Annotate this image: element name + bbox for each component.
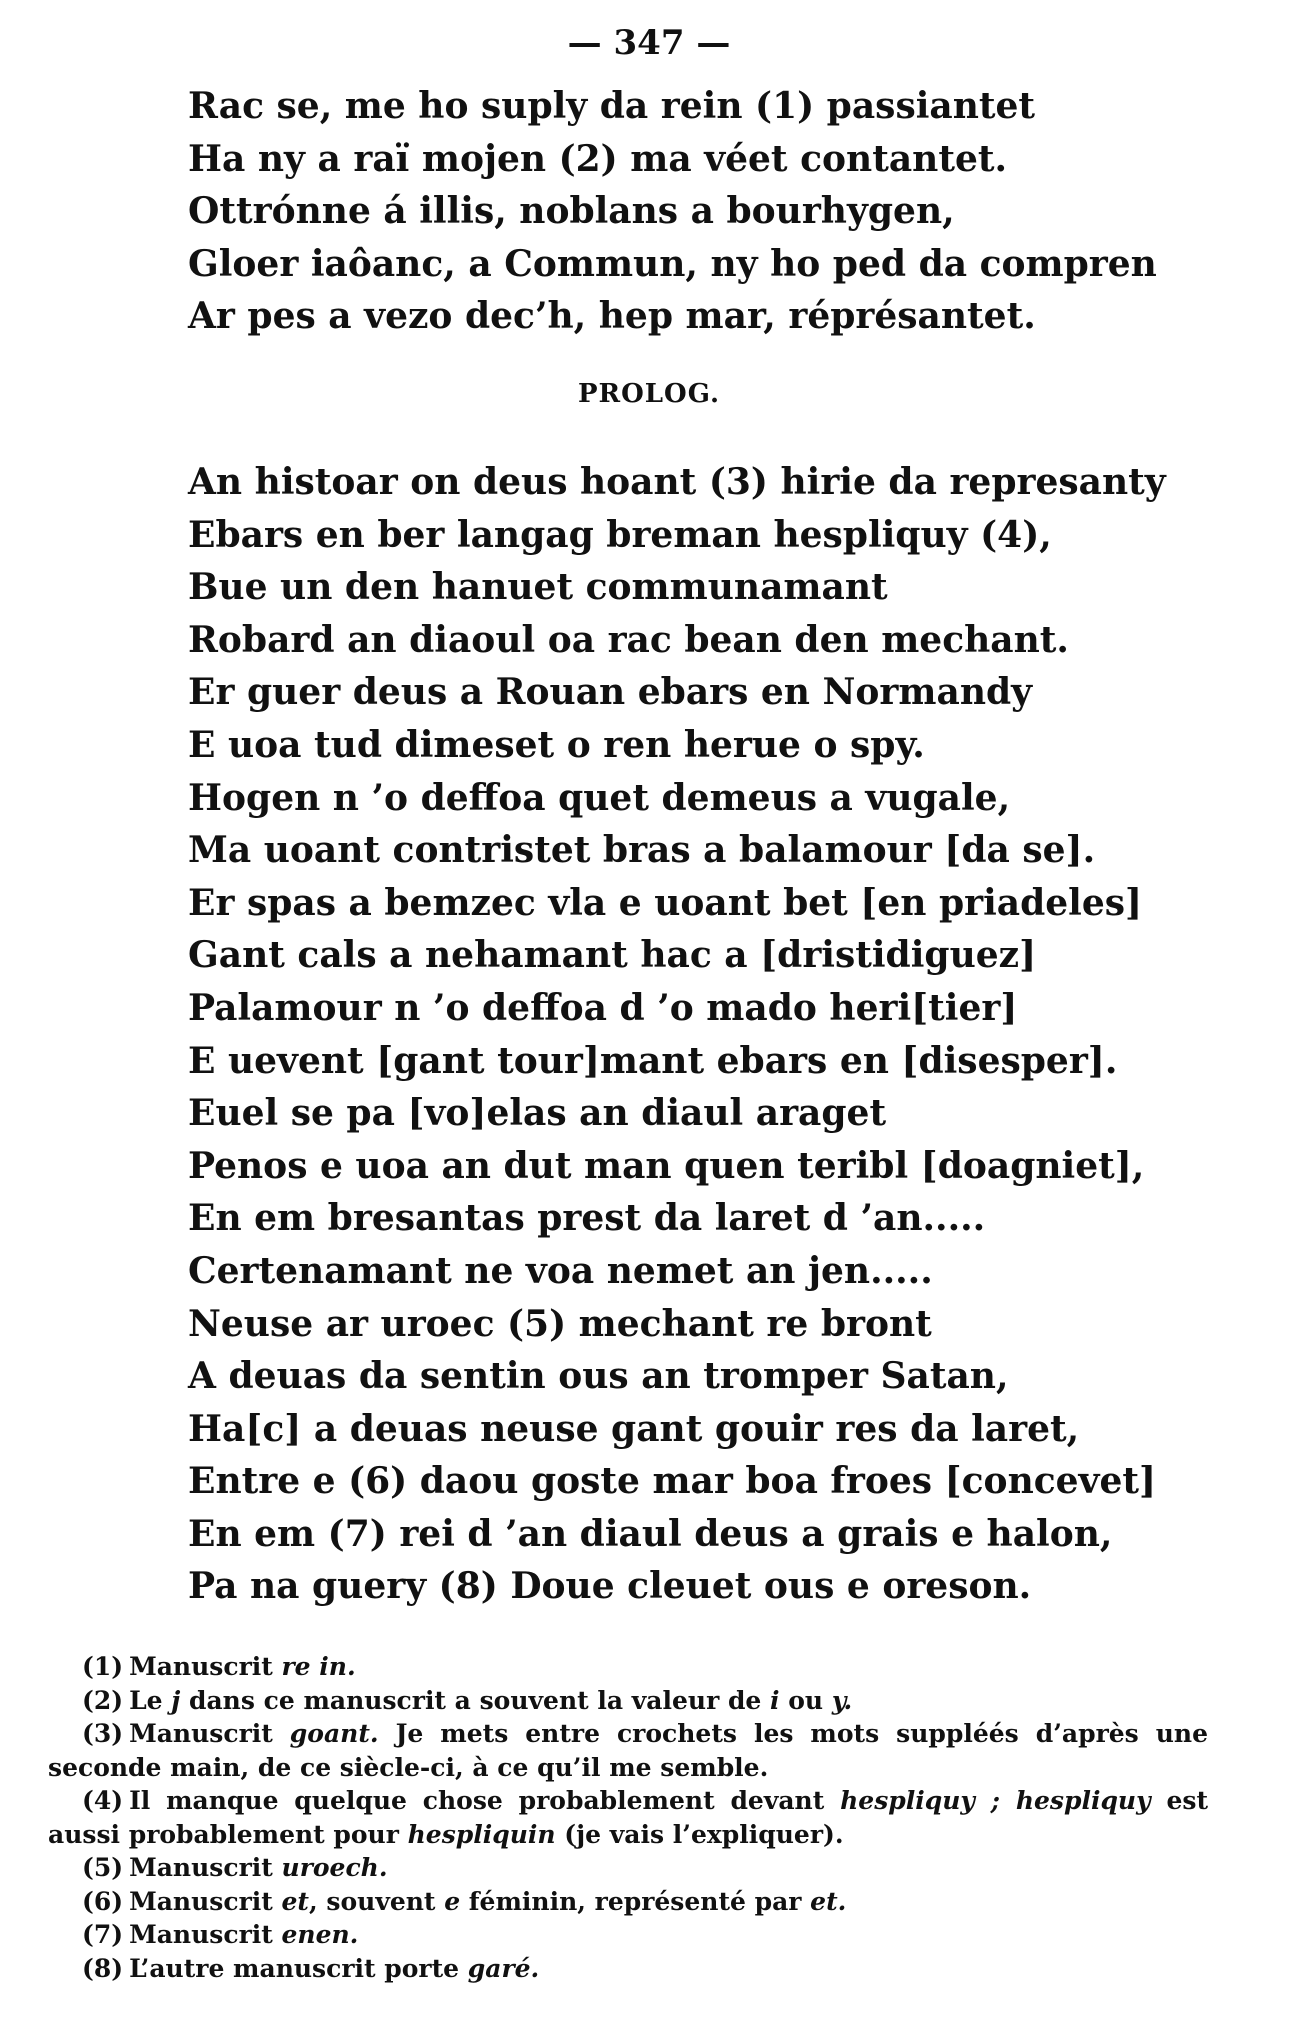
verse-line: Bue un den hanuet communamant — [188, 566, 888, 609]
footnote-text: est aussi probablement pour — [48, 1786, 1208, 1849]
verse-line: Palamour n ’o deffoa d ’o mado heri[tier] — [188, 986, 1018, 1029]
footnote-text: hespliquin — [407, 1819, 556, 1849]
footnote-text: j — [171, 1685, 181, 1715]
footnote-text: Je mets entre crochets les mots suppléés d’après une seconde main, de ce siècle-ci, à ce qu’il me semble. — [48, 1719, 1208, 1782]
footnote — [48, 1650, 1208, 1684]
footnote-text: Manuscrit — [129, 1652, 282, 1681]
verse-line: Rac se, me ho suply da rein (1) passiantet — [188, 85, 1036, 127]
footnotes — [48, 1650, 1208, 1985]
footnote-text: Manuscrit — [129, 1920, 282, 1949]
footnote-mark: (2) — [82, 1685, 124, 1715]
footnote-text: enen. — [281, 1920, 359, 1949]
footnote-text: L’autre manuscrit porte — [129, 1953, 468, 1983]
verse-line: Er guer deus a Rouan ebars en Normandy — [188, 671, 1033, 714]
footnote-mark: (5) — [82, 1853, 124, 1882]
verse-line: Gloer iaôanc, a Commun, ny ho ped da compren — [188, 242, 1157, 285]
footnote — [48, 1684, 1208, 1718]
verse-line: Certenamant ne voa nemet an jen..... — [188, 1249, 933, 1292]
footnote-mark: (4) — [82, 1786, 124, 1815]
verse-line: Penos e uoa an dut man quen teribl [doagniet], — [188, 1144, 1145, 1187]
footnote-text: féminin, représenté par — [460, 1886, 811, 1916]
footnote-text: uroech. — [281, 1853, 388, 1882]
footnote-mark: (1) — [82, 1652, 124, 1681]
footnote-mark: (8) — [82, 1953, 124, 1983]
footnote — [48, 1851, 1208, 1885]
verse-line: An histoar on deus hoant (3) hirie da represanty — [188, 461, 1166, 503]
footnote-text: garé. — [467, 1953, 540, 1983]
section-heading: PROLOG. — [577, 379, 721, 409]
verse-line: Pa na guery (8) Doue cleuet ous e oreson. — [188, 1565, 1032, 1608]
verse-line: Neuse ar uroec (5) mechant re bront — [188, 1302, 932, 1345]
footnote — [48, 1918, 1208, 1952]
footnote-text: Il manque quelque chose probablement devant — [129, 1786, 841, 1815]
footnote-text: y. — [831, 1685, 853, 1715]
verse-line: Er spas a bemzec vla e uoant bet [en priadeles] — [188, 881, 1143, 924]
footnote-text: Le — [129, 1685, 172, 1715]
footnote-text: e — [444, 1886, 461, 1916]
page-number: — 347 — — [567, 23, 731, 63]
prolog-verses — [188, 456, 1188, 1613]
footnote — [48, 1885, 1208, 1919]
footnote-text: re in. — [281, 1652, 356, 1681]
verse-line: Robard an diaoul oa rac bean den mechant. — [188, 618, 1069, 661]
footnote-text: et. — [810, 1886, 847, 1916]
verse-line: Gant cals a nehamant hac a [dristidiguez] — [188, 934, 1037, 977]
footnote — [48, 1952, 1208, 1986]
footnote-mark: (7) — [82, 1920, 124, 1949]
verse-line: En em bresantas prest da laret d ’an..... — [188, 1197, 986, 1240]
footnote-text: ou — [779, 1685, 832, 1715]
verse-line: A deuas da sentin ous an tromper Satan, — [188, 1355, 1009, 1398]
verse-line: Ar pes a vezo dec’h, hep mar, réprésantet. — [188, 295, 1036, 338]
verse-line: E uoa tud dimeset o ren herue o spy. — [188, 723, 925, 766]
verse-line: Ha[c] a deuas neuse gant gouir res da laret, — [188, 1407, 1080, 1450]
verse-line: E uevent [gant tour]mant ebars en [disesper]. — [188, 1039, 1118, 1082]
verse-line: Hogen n ’o deffoa quet demeus a vugale, — [188, 776, 1011, 819]
verse-line: Ebars en ber langag breman hespliquy (4), — [188, 513, 1052, 556]
footnote-text: Manuscrit — [129, 1886, 282, 1916]
footnote-text: et — [281, 1886, 309, 1916]
verse-line: Entre e (6) daou goste mar boa froes [concevet] — [188, 1460, 1157, 1503]
verse-line: Ma uoant contristet bras a balamour [da se]. — [188, 829, 1096, 872]
footnote-text: dans ce manuscrit a souvent la valeur de — [180, 1685, 771, 1715]
footnote — [48, 1717, 1208, 1784]
footnote-text: Manuscrit — [129, 1853, 282, 1882]
footnote-mark: (3) — [82, 1719, 124, 1748]
verse-line: Euel se pa [vo]elas an diaul araget — [188, 1092, 887, 1135]
footnote-text: , souvent — [308, 1886, 445, 1916]
footnote-text: hespliquy ; hespliquy — [840, 1786, 1151, 1815]
footnote-mark: (6) — [82, 1886, 124, 1916]
verse-line: Ottrónne á illis, noblans a bourhygen, — [188, 190, 955, 233]
footnote-text: Manuscrit — [129, 1719, 290, 1748]
verse-line: En em (7) rei d ’an diaul deus a grais e halon, — [188, 1512, 1113, 1555]
intro-verses — [188, 80, 1188, 343]
footnote — [48, 1784, 1208, 1851]
footnote-text: (je vais l’expliquer). — [555, 1819, 844, 1849]
footnote-text: goant. — [289, 1719, 379, 1748]
verse-line: Ha ny a raï mojen (2) ma véet contantet. — [188, 137, 1008, 180]
footnote-text: i — [770, 1685, 780, 1715]
